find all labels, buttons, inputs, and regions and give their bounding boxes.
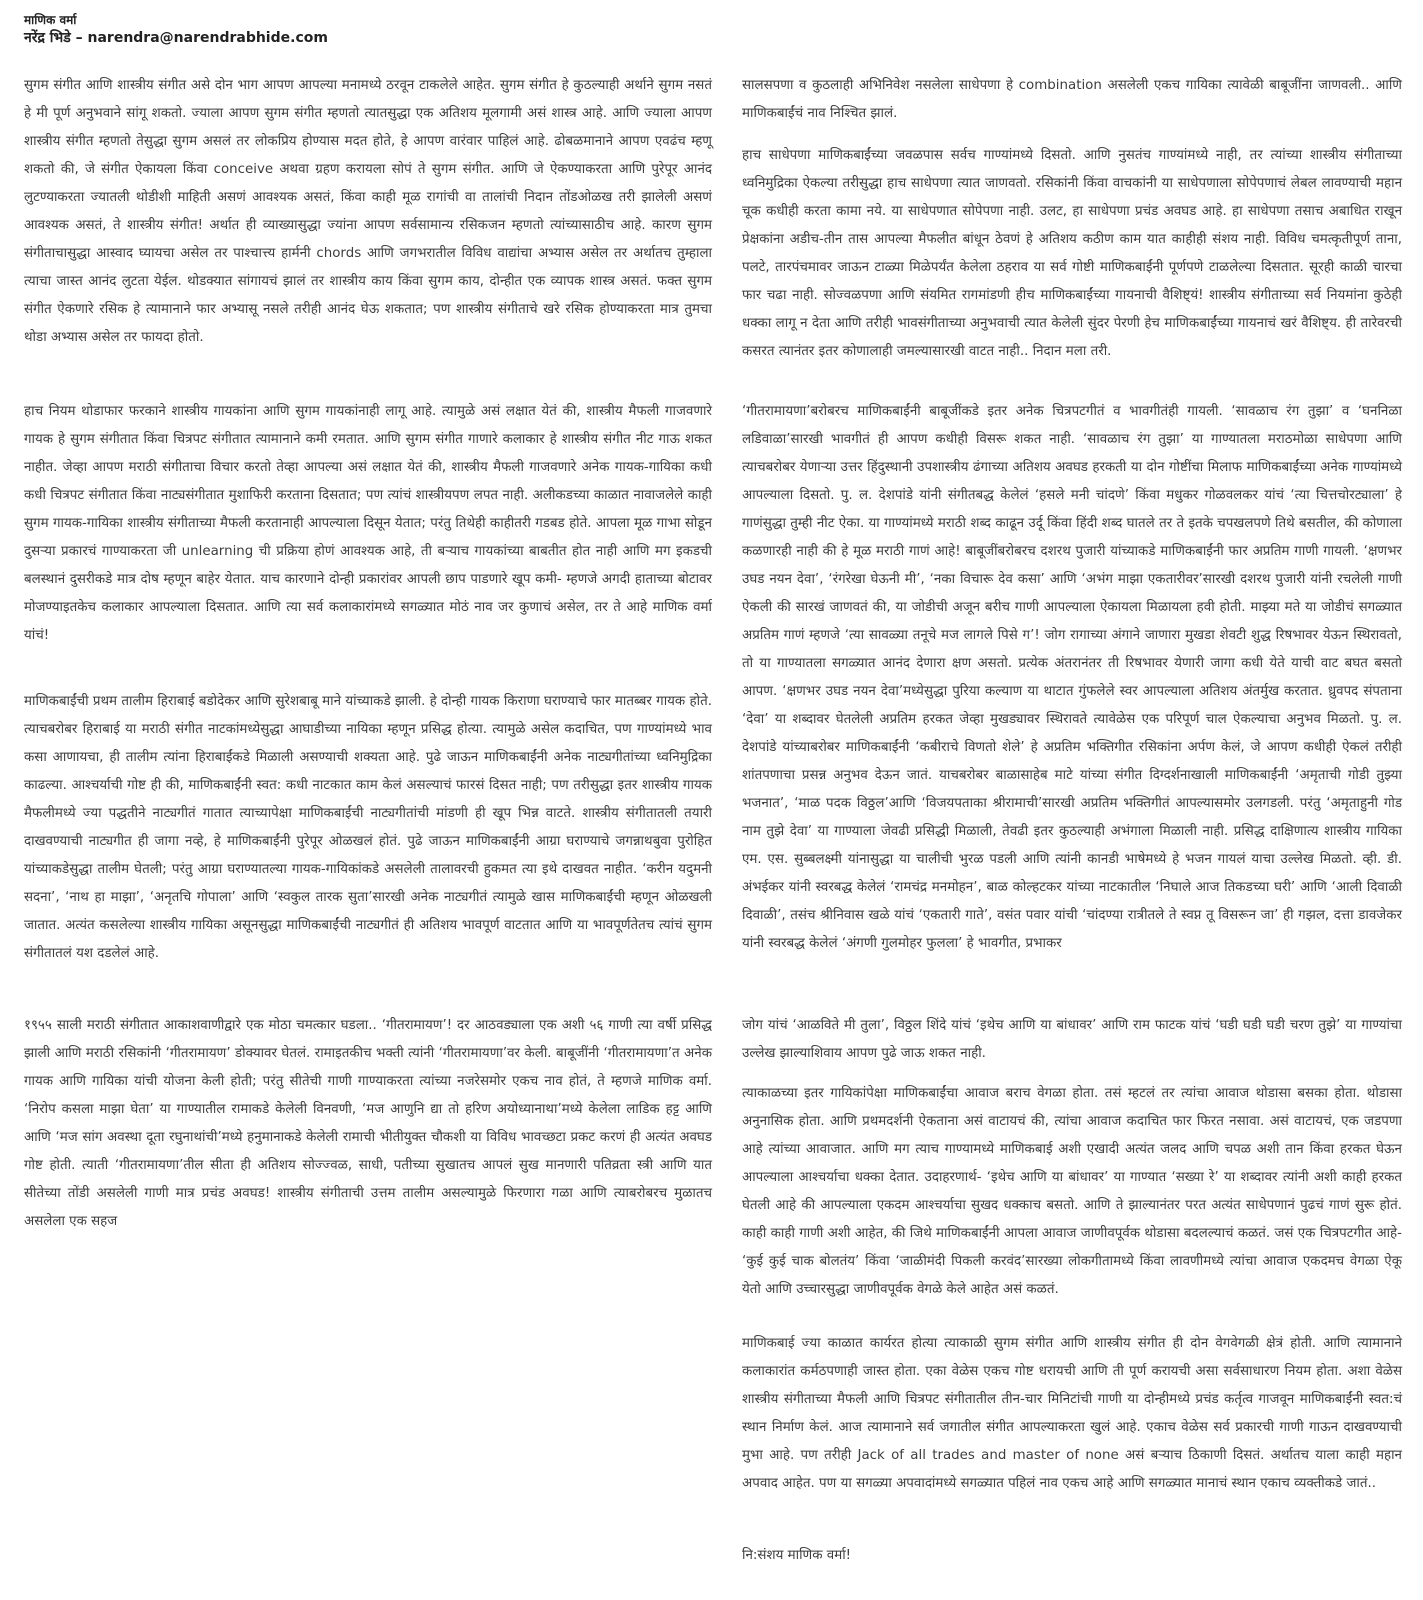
author-line: नरेंद्र भिडे – narendra@narendrabhide.com [24, 30, 328, 46]
paragraph-left-2: हाच नियम थोडाफार फरकाने शास्त्रीय गायकांना आणि सुगम गायकांनाही लागू आहे. त्यामुळे असं लक्षात येतं की, शास्त्रीय मैफली गाजवणारे गायक हे सुगम संगीतात किंवा चित्रपट संगीतात त्यामानाने कमी रमतात. आणि सुगम संगीत गाणारे कलाकार हे शास्त्रीय संगीत नीट गाऊ शकत नाहीत. जेव्हा आपण मराठी संगीताचा विचार करतो तेव्हा आपल्या असं लक्षात येतं की, शास्त्रीय मैफली गाजवणारे अनेक गायक-गायिका कधी कधी चित्रपट संगीतात किंवा नाट्यसंगीतात मुशाफिरी करताना दिसतात; पण त्यांचं शास्त्रीयपण लपत नाही. अलीकडच्या काळात नावाजलेले काही सुगम गायक-गायिका शास्त्रीय संगीताच्या मैफली करतानाही आपल्याला दिसून येतात; परंतु तिथेही काहीतरी गडबड होते. आपला मूळ गाभा सोडून दुसऱ्या प्रकारचं गाण्याकरता जी unlearning ची प्रक्रिया होणं आवश्यक आहे, ती बऱ्याच गायकांच्या बाबतीत होत नाही आणि मग इकडची बलस्थानं दुसरीकडे मात्र दोष म्हणून बाहेर येतात. याच कारणाने दोन्ही प्रकारांवर आपली छाप पाडणारे खूप कमी- म्हणजे अगदी हाताच्या बोटावर मोजण्याइतकेच कलाकार आपल्याला दिसतात. आणि त्या सर्व कलाकारांमध्ये सगळ्यात मोठं नाव जर कुणाचं असेल, तर ते आहे माणिक वर्मा यांचं! [24, 404, 712, 643]
paragraph-right-1: सालसपणा व कुठलाही अभिनिवेश नसलेला साधेपणा हे combination असलेली एकच गायिका त्यावेळी बाबूजींना जाणवली.. आणि माणिकबाईंचं नाव निश्चित झालं. [742, 78, 1402, 121]
article-header [24, 12, 328, 48]
article-title: माणिक वर्मा [24, 13, 77, 27]
paragraph-right-5: त्याकाळच्या इतर गायिकांपेक्षा माणिकबाईंचा आवाज बराच वेगळा होता. तसं म्हटलं तर त्यांचा आवाज थोडासा बसका होता. थोडासा अनुनासिक होता. आणि प्रथमदर्शनी ऐकताना असं वाटायचं की, त्यांचा आवाज कदाचित फार फिरत नसावा. असं वाटायचं, एक जडपणा आहे त्यांच्या आवाजात. आणि मग त्याच गाण्यामध्ये माणिकबाई अशी एखादी अत्यंत जलद आणि चपळ अशी तान किंवा हरकत घेऊन आपल्याला आश्चर्याचा धक्का देतात. उदाहरणार्थ- ‘इथेच आणि या बांधावर’ या गाण्यात ‘सख्या रे’ या शब्दावर त्यांनी अशी काही हरकत घेतली आहे की आपल्याला एकदम आश्चर्याचा सुखद धक्काच बसतो. आणि ते झाल्यानंतर परत अत्यंत साधेपणानं पुढचं गाणं सुरू होतं. काही काही गाणी अशी आहेत, की जिथे माणिकबाईंनी आपला आवाज जाणीवपूर्वक थोडासा बदलल्याचं कळतं. जसं एक चित्रपटगीत आहे- ‘कुई कुई चाक बोलतंय’ किंवा ‘जाळीमंदी पिकली करवंद’सारख्या लोकगीतामध्ये किंवा लावणीमध्ये त्यांचा आवाज एकदमच वेगळा ऐकू येतो आणि उच्चारसुद्धा जाणीवपूर्वक वेगळे केले आहेत असं कळतं. [742, 1086, 1402, 1297]
paragraph-right-3: ‘गीतरामायणा’बरोबरच माणिकबाईंनी बाबूजींकडे इतर अनेक चित्रपटगीतं व भावगीतंही गायली. ‘सावळाच रंग तुझा’ व ‘घननिळा लडिवाळा’सारखी भावगीतं ही आपण कधीही विसरू शकत नाही. ‘सावळाच रंग तुझा’ या गाण्यातला मराठमोळा साधेपणा आणि त्याचबरोबर येणाऱ्या उत्तर हिंदुस्थानी उपशास्त्रीय ढंगाच्या अतिशय अवघड हरकती या दोन गोष्टींचा मिलाफ माणिकबाईंच्या अनेक गाण्यांमध्ये आपल्याला दिसतो. पु. ल. देशपांडे यांनी संगीतबद्ध केलेलं ‘हसले मनी चांदणे’ किंवा मधुकर गोळवलकर यांचं ‘त्या चित्तचोरट्याला’ हे गाणंसुद्धा तुम्ही नीट ऐका. या गाण्यांमध्ये मराठी शब्द काढून उर्दू किंवा हिंदी शब्द घातले तर ते इतके चपखलपणे तिथे बसतील, की कोणाला कळणारही नाही की हे मूळ मराठी गाणं आहे! बाबूजींबरोबरच दशरथ पुजारी यांच्याकडे माणिकबाईंनी फार अप्रतिम गाणी गायली. ‘क्षणभर उघड नयन देवा’, ‘रंगरेखा घेऊनी मी’, ‘नका विचारू देव कसा’ आणि ‘अभंग माझा एकतारीवर’सारखी दशरथ पुजारी यांनी रचलेली गाणी ऐकली की सारखं जाणवतं की, या जोडीची अजून बरीच गाणी आपल्याला ऐकायला मिळायला हवी होती. माझ्या मते या जोडीचं सगळ्यात अप्रतिम गाणं म्हणजे ‘त्या सावळ्या तनूचे मज लागले पिसे ग’! जोग रागाच्या अंगाने जाणारा मुखडा शेवटी शुद्ध रिषभावर येऊन स्थिरावतो, तो या गाण्यातला सगळ्यात आनंद देणारा क्षण असतो. प्रत्येक अंतरानंतर ती रिषभावर येणारी जागा कधी येते याची वाट बघत बसतो आपण. ‘क्षणभर उघड नयन देवा’मध्येसुद्धा पुरिया कल्याण या थाटात गुंफलेले स्वर आपल्याला अतिशय अंतर्मुख करतात. ध्रुवपद संपताना ‘देवा’ या शब्दावर घेतलेली अप्रतिम हरकत जेव्हा मुखड्यावर स्थिरावते त्यावेळेस एक परिपूर्ण चाल ऐकल्याचा अनुभव मिळतो. पु. ल. देशपांडे यांच्याबरोबर माणिकबाईंनी ‘कबीराचे विणतो शेले’ हे अप्रतिम भक्तिगीत रसिकांना अर्पण केलं, जे आपण कधीही ऐकलं तरीही शांतपणाचा प्रसन्न अनुभव देऊन जातं. याचबरोबर बाळासाहेब माटे यांच्या संगीत दिग्दर्शनाखाली माणिकबाईंनी ‘अमृताची गोडी तुझ्या भजनात’, ‘माळ पदक विठ्ठल’आणि ‘विजयपताका श्रीरामाची’सारखी अप्रतिम भक्तिगीतं आपल्यासमोर उलगडली. परंतु ‘अमृताहुनी गोड नाम तुझे देवा’ या गाण्याला जेवढी प्रसिद्धी मिळाली, तेवढी इतर कुठल्याही अभंगाला मिळाली नाही. प्रसिद्ध दाक्षिणात्य शास्त्रीय गायिका एम. एस. सुब्बलक्ष्मी यांनासुद्धा या चालीची भुरळ पडली आणि त्यांनी कानडी भाषेमध्ये हे भजन गायलं याचा उल्लेख मिळतो. व्ही. डी. अंभईकर यांनी स्वरबद्ध केलेलं ‘रामचंद्र मनमोहन’, बाळ कोल्हटकर यांच्या नाटकातील ‘निघाले आज तिकडच्या घरी’ आणि ‘आली दिवाळी दिवाळी’, तसंच श्रीनिवास खळे यांचं ‘एकतारी गाते’, वसंत पवार यांची ‘चांदण्या रात्रीतले ते स्वप्न तू विसरून जा’ ही गझल, दत्ता डावजेकर यांनी स्वरबद्ध केलेलं ‘अंगणी गुलमोहर फुलला’ हे भावगीत, प्रभाकर [742, 404, 1402, 951]
paragraph-right-4: जोग यांचं ‘आळविते मी तुला’, विठ्ठल शिंदे यांचं ‘इथेच आणि या बांधावर’ आणि राम फाटक यांचं ‘घडी घडी घडी चरण तुझे’ या गाण्यांचा उल्लेख झाल्याशिवाय आपण पुढे जाऊ शकत नाही. [742, 1018, 1402, 1061]
paragraph-left-1: सुगम संगीत आणि शास्त्रीय संगीत असे दोन भाग आपण आपल्या मनामध्ये ठरवून टाकलेले आहेत. सुगम संगीत हे कुठल्याही अर्थाने सुगम नसतं हे मी पूर्ण अनुभवाने सांगू शकतो. ज्याला आपण सुगम संगीत म्हणतो त्यातसुद्धा एक अतिशय मूलगामी असं शास्त्र आहे. आणि ज्याला आपण शास्त्रीय संगीत म्हणतो तेसुद्धा सुगम असलं तर लोकप्रिय होण्यास मदत होते, हे आपण वारंवार पाहिलं आहे. ढोबळमानाने आपण एवढंच म्हणू शकतो की, जे संगीत ऐकायला किंवा conceive अथवा ग्रहण करायला सोपं ते सुगम संगीत. आणि जे ऐकण्याकरता आणि पुरेपूर आनंद लुटण्याकरता ज्यातली थोडीशी माहिती असणं आवश्यक असतं, किंवा काही मूळ रागांची वा तालांची निदान तोंडओळख तरी झालेली असणं आवश्यक असतं, ते शास्त्रीय संगीत! अर्थात ही व्याख्यासुद्धा ज्यांना आपण सर्वसामान्य रसिकजन म्हणतो त्यांच्यासाठीच आहे. कारण सुगम संगीताचासुद्धा आस्वाद घ्यायचा असेल तर पाश्चात्त्य हार्मनी chords आणि जगभरातील विविध वाद्यांचा अभ्यास असेल तर अर्थातच तुम्हाला त्याचा जास्त आनंद लुटता येईल. थोडक्यात सांगायचं झालं तर शास्त्रीय काय किंवा सुगम काय, दोन्हीत एक व्यापक शास्त्र असतं. फक्त सुगम संगीत ऐकणारे रसिक हे त्यामानाने फार अभ्यासू नसले तरीही आनंद घेऊ शकतात; पण शास्त्रीय संगीताचे खरे रसिक होण्याकरता मात्र तुमचा थोडा अभ्यास असेल तर फायदा होतो. [24, 78, 712, 345]
closing-line: नि:संशय माणिक वर्मा! [742, 1548, 852, 1563]
paragraph-left-3: माणिकबाईंची प्रथम तालीम हिराबाई बडोदेकर आणि सुरेशबाबू माने यांच्याकडे झाली. हे दोन्ही गायक किराणा घराण्याचे फार मातब्बर गायक होते. त्याचबरोबर हिराबाई या मराठी संगीत नाटकांमध्येसुद्धा आघाडीच्या नायिका म्हणून प्रसिद्ध होत्या. त्यामुळे असेल कदाचित, पण गाण्यांमध्ये भाव कसा आणायचा, ही तालीम त्यांना हिराबाईंकडे मिळाली असण्याची शक्यता आहे. पुढे जाऊन माणिकबाईंनी अनेक नाट्यगीतांच्या ध्वनिमुद्रिका काढल्या. आश्चर्याची गोष्ट ही की, माणिकबाईंनी स्वत: कधी नाटकात काम केलं असल्याचं फारसं दिसत नाही; पण तरीसुद्धा इतर शास्त्रीय गायक मैफलीमध्ये ज्या पद्धतीने नाट्यगीतं गातात त्याच्यापेक्षा माणिकबाईंची नाट्यगीतांची मांडणी ही खूप भिन्न वाटते. शास्त्रीय संगीतातली तयारी दाखवण्याची नाट्यगीत ही जागा नव्हे, हे माणिकबाईंनी पुरेपूर ओळखलं होतं. पुढे जाऊन माणिकबाईंनी आग्रा घराण्याचे जगन्नाथबुवा पुरोहित यांच्याकडेसुद्धा तालीम घेतली; परंतु आग्रा घराण्यातल्या गायक-गायिकांकडे असलेली तालावरची हुकमत त्या इथे दाखवत नाहीत. ‘करीन यदुमनी सदना’, ‘नाथ हा माझा’, ‘अनृतचि गोपाला’ आणि ‘स्वकुल तारक सुता’सारखी अनेक नाट्यगीतं त्यामुळे खास माणिकबाईंची म्हणून ओळखली जातात. अत्यंत कसलेल्या शास्त्रीय गायिका असूनसुद्धा माणिकबाईंची नाट्यगीतं ही अतिशय भावपूर्ण वाटतात आणि या भावपूर्णतेतच त्यांचं सुगम संगीतातलं यश दडलेलं आहे. [24, 694, 712, 961]
paragraph-right-2: हाच साधेपणा माणिकबाईंच्या जवळपास सर्वच गाण्यांमध्ये दिसतो. आणि नुसतंच गाण्यांमध्ये नाही, तर त्यांच्या शास्त्रीय संगीताच्या ध्वनिमुद्रिका ऐकल्या तरीसुद्धा हाच साधेपणा त्यात जाणवतो. रसिकांनी किंवा वाचकांनी या साधेपणाला सोपेपणाचं लेबल लावण्याची महान चूक कधीही करता कामा नये. या साधेपणात सोपेपणा नाही. उलट, हा साधेपणा प्रचंड अवघड आहे. हा साधेपणा तसाच अबाधित राखून प्रेक्षकांना अडीच-तीन तास आपल्या मैफलीत बांधून ठेवणं हे अतिशय कठीण काम यात काहीही संशय नाही. विविध चमत्कृतीपूर्ण ताना, पलटे, तारपंचमावर जाऊन टाळ्या मिळेपर्यंत केलेला ठहराव या सर्व गोष्टी माणिकबाईंनी पूर्णपणे टाळलेल्या दिसतात. सूरही काळी चारचा फार चढा नाही. सोज्वळपणा आणि संयमित रागमांडणी हीच माणिकबाईंच्या गायनाची वैशिष्ट्यं! शास्त्रीय संगीताच्या सर्व नियमांना कुठेही धक्का लागू न देता आणि तरीही भावसंगीताच्या अनुभवाची त्यात केलेली सुंदर पेरणी हेच माणिकबाईंच्या गायनाचं खरं वैशिष्ट्य. ही तारेवरची कसरत त्यानंतर इतर कोणालाही जमल्यासारखी वाटत नाही.. निदान मला तरी. [742, 148, 1402, 359]
paragraph-left-4: १९५५ साली मराठी संगीतात आकाशवाणीद्वारे एक मोठा चमत्कार घडला.. ‘गीतरामायण’! दर आठवड्याला एक अशी ५६ गाणी त्या वर्षी प्रसिद्ध झाली आणि मराठी रसिकांनी ‘गीतरामायण’ डोक्यावर घेतलं. रामाइतकीच भक्ती त्यांनी ‘गीतरामायणा’वर केली. बाबूजींनी ‘गीतरामायणा’त अनेक गायक आणि गायिका यांची योजना केली होती; परंतु सीतेची गाणी गाण्याकरता त्यांच्या नजरेसमोर एकच नाव होतं, ते म्हणजे माणिक वर्मा. ‘निरोप कसला माझा घेता’ या गाण्यातील रामाकडे केलेली विनवणी, ‘मज आणुनि द्या तो हरिण अयोध्यानाथा’मध्ये केलेला लाडिक हट्ट आणि आणि ‘मज सांग अवस्था दूता रघुनाथांची’मध्ये हनुमानाकडे केलेली रामाची भीतीयुक्त चौकशी या विविध भावच्छटा प्रकट करणं ही अत्यंत अवघड गोष्ट होती. त्याती ‘गीतरामायणा’तील सीता ही अतिशय सोज्ज्वळ, साधी, पतीच्या सुखातच आपलं सुख मानणारी पतिव्रता स्त्री आणि यात सीतेच्या तोंडी असलेली गाणी मात्र प्रचंड अवघड! शास्त्रीय संगीताची उत्तम तालीम असल्यामुळे फिरणारा गळा आणि त्याबरोबरच मुळातच असलेला एक सहज [24, 1018, 712, 1229]
paragraph-right-6: माणिकबाई ज्या काळात कार्यरत होत्या त्याकाळी सुगम संगीत आणि शास्त्रीय संगीत ही दोन वेगवेगळी क्षेत्रं होती. आणि त्यामानाने कलाकारांत कर्मठपणाही जास्त होता. एका वेळेस एकच गोष्ट धरायची आणि ती पूर्ण करायची असा सर्वसाधारण नियम होता. अशा वेळेस शास्त्रीय संगीताच्या मैफली आणि चित्रपट संगीतातील तीन-चार मिनिटांची गाणी या दोन्हीमध्ये प्रचंड कर्तृत्व गाजवून माणिकबाईंनी स्वत:चं स्थान निर्माण केलं. आज त्यामानाने सर्व जगातील संगीत आपल्याकरता खुलं आहे. एकाच वेळेस सर्व प्रकारची गाणी गाऊन दाखवण्याची मुभा आहे. पण तरीही Jack of all trades and master of none असं बऱ्याच ठिकाणी दिसतं. अर्थातच याला काही महान अपवाद आहेत. पण या सगळ्या अपवादांमध्ये सगळ्यात पहिलं नाव एकच आहे आणि सगळ्यात मानाचं स्थान एकाच व्यक्तीकडे जातं.. [742, 1336, 1402, 1491]
